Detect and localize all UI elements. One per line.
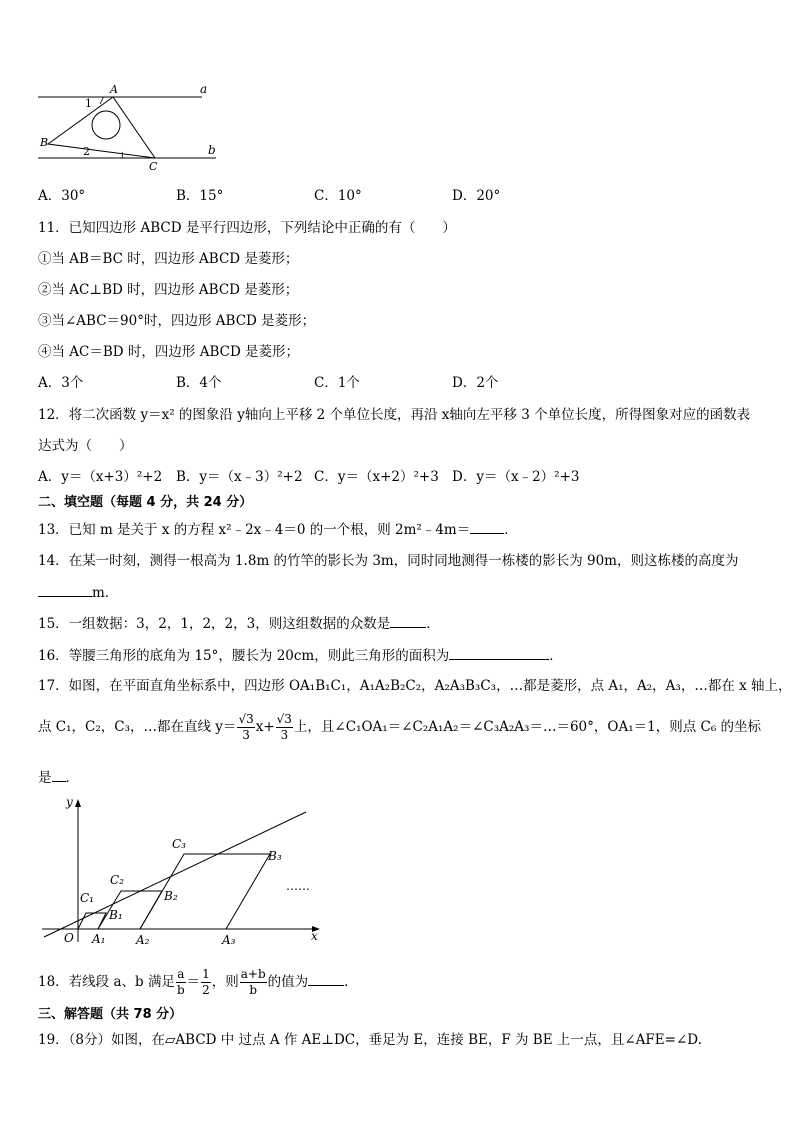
q18-answer-blank[interactable] (308, 973, 344, 986)
label-x: x (311, 929, 318, 943)
q11-item-1: ①当 AB＝BC 时，四边形 ABCD 是菱形； (38, 251, 299, 267)
label-A1: A₁ (92, 932, 106, 946)
q16-end: ． (549, 648, 563, 664)
q18-post-text: 的值为 (267, 974, 309, 990)
q12-line-1: 12．将二次函数 y＝x² 的图象沿 y轴向上平移 2 个单位长度，再沿 x轴向左平移 3 个单位长度，所得图象对应的函数表 (38, 407, 751, 423)
q17-line-2 (38, 709, 761, 745)
q14-answer-blank[interactable] (38, 584, 92, 597)
q18-fraction-sum-den: b (249, 983, 258, 997)
section-2-heading: 二、填空题（每题 4 分，共 24 分） (38, 495, 253, 510)
label-A3: A₃ (222, 933, 236, 947)
q15-text: 15．一组数据：3，2，1，2，2，3，则这组数据的众数是 (38, 616, 391, 632)
q17-line-3 (38, 769, 79, 787)
q17-line-3-pre: 是 (38, 770, 52, 786)
label-O: O (64, 931, 74, 945)
q11-option-a: A．3个 (38, 375, 84, 391)
label-y: y (66, 795, 73, 809)
q18-mid: ，则 (211, 974, 239, 990)
q17-line-2-post: 上，且∠C₁OA₁＝∠C₂A₁A₂＝∠C₃A₂A₃＝…＝60°，OA₁＝1，则点 C₆ 的坐标 (293, 719, 762, 735)
q12-line-2: 达式为（ ） (38, 438, 133, 454)
q18-fraction-a-b-num: a (177, 967, 185, 981)
q17-fraction-2-den: 3 (280, 728, 289, 742)
label-2: 2 (83, 145, 90, 158)
q18-fraction-half-den: 2 (202, 983, 210, 997)
q13-end: ． (504, 522, 518, 538)
q17-line-2-pre: 点 C₁，C₂，C₃，…都在直线 y＝ (38, 719, 237, 735)
q18-text: 18．若线段 a、b 满足 (38, 974, 175, 990)
q17-fraction-2-num: √3 (276, 712, 292, 726)
q11-option-b: B．4个 (176, 375, 222, 391)
q17-answer-blank[interactable] (52, 769, 66, 782)
q15 (38, 615, 440, 633)
q18 (38, 965, 358, 999)
q17-fraction-1 (237, 712, 254, 743)
q17-fraction-2 (276, 712, 293, 743)
label-b: b (208, 143, 216, 157)
q18-end: ． (344, 974, 358, 990)
label-B1: B₁ (109, 908, 123, 922)
figure-rhombus-coordinate (30, 792, 330, 952)
label-B: B (40, 136, 49, 149)
q15-end: ． (426, 616, 440, 632)
q12-option-a: A．y＝（x+3）²+2 (38, 469, 163, 485)
figure-parallel-lines-triangle (30, 82, 230, 172)
label-a: a (200, 82, 208, 96)
rhombus-1 (78, 913, 106, 929)
q18-fraction-sum-num: a+b (240, 967, 266, 981)
triangle-abc (48, 97, 155, 158)
angle-2-arc (122, 152, 123, 158)
angle-1-arc (100, 97, 103, 104)
label-C3: C₃ (172, 837, 186, 851)
label-C2: C₂ (110, 873, 124, 887)
q14-unit: m． (92, 585, 119, 601)
q13-answer-blank[interactable] (470, 521, 504, 534)
q11-item-4: ④当 AC＝BD 时，四边形 ABCD 是菱形； (38, 344, 300, 360)
label-B2: B₂ (164, 889, 178, 903)
q13-text: 13．已知 m 是关于 x 的方程 x²﹣2x﹣4＝0 的一个根，则 2m²﹣4m＝ (38, 522, 471, 538)
q10-option-b: B．15° (176, 188, 224, 204)
q14-line-1: 14．在某一时刻，测得一根高为 1.8m 的竹竿的影长为 3m，同时同地测得一栋楼的影长为 90m，则这栋楼的高度为 (38, 553, 739, 569)
q10-option-c: C．10° (314, 188, 362, 204)
label-A: A (110, 83, 118, 96)
q16 (38, 647, 563, 665)
q10-option-d: D．20° (452, 188, 501, 204)
q12-option-b: B．y＝（x﹣3）²+2 (176, 469, 303, 485)
label-C1: C₁ (80, 891, 94, 905)
q11-item-2: ②当 AC⊥BD 时，四边形 ABCD 是菱形； (38, 282, 299, 298)
label-C: C (149, 160, 158, 172)
q18-fraction-half-num: 1 (202, 967, 210, 981)
q11-stem: 11．已知四边形 ABCD 是平行四边形，下列结论中正确的有（ ） (38, 220, 456, 236)
q17-end: ． (65, 770, 79, 786)
q18-fraction-a-b (176, 967, 186, 998)
triangle-circle (92, 111, 120, 139)
q16-answer-blank[interactable] (449, 647, 549, 660)
q11-option-c: C．1个 (314, 375, 360, 391)
label-B3: B₃ (268, 849, 282, 863)
q11-item-3: ③当∠ABC＝90°时，四边形 ABCD 是菱形； (38, 313, 316, 329)
q18-eq: ＝ (186, 974, 201, 990)
y-axis-arrow (75, 799, 81, 807)
q15-answer-blank[interactable] (390, 615, 426, 628)
q13 (38, 521, 518, 539)
q17-mid: x+ (255, 719, 275, 735)
rhombus-2 (98, 891, 162, 929)
q10-option-a: A．30° (38, 188, 86, 204)
section-3-heading: 三、解答题（共 78 分） (38, 1007, 183, 1022)
label-A2: A₂ (136, 933, 150, 947)
q17-fraction-1-num: √3 (238, 712, 254, 726)
q18-fraction-sum (240, 967, 267, 998)
q19: 19．（8分）如图，在▱ABCD 中 过点 A 作 AE⊥DC，垂足为 E，连接 BE，F 为 BE 上一点，且∠AFE=∠D. (38, 1032, 702, 1048)
continuation-dots: …… (286, 879, 310, 893)
q17-line-1: 17．如图，在平面直角坐标系中，四边形 OA₁B₁C₁，A₁A₂B₂C₂，A₂A₃B₃C₃，…都是菱形，点 A₁，A₂，A₃，…都在 x 轴上， (38, 678, 792, 694)
q18-fraction-a-b-den: b (176, 983, 185, 997)
label-1: 1 (85, 97, 92, 110)
q18-fraction-half (201, 967, 211, 998)
q14-line-2 (38, 584, 118, 602)
q17-fraction-1-den: 3 (242, 728, 250, 742)
q16-text: 16．等腰三角形的底角为 15°，腰长为 20cm，则此三角形的面积为 (38, 648, 450, 664)
q12-option-c: C．y＝（x+2）²+3 (314, 469, 439, 485)
q11-option-d: D．2个 (452, 375, 499, 391)
q12-option-d: D．y＝（x﹣2）²+3 (452, 469, 580, 485)
